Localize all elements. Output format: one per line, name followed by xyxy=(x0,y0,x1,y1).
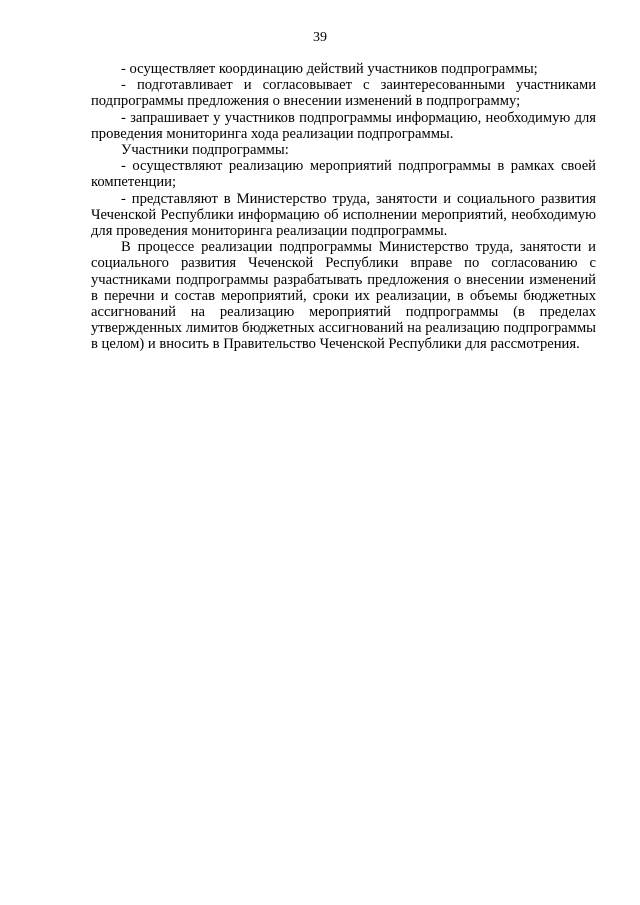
paragraph-proposals: - подготавливает и согласовывает с заинтересованными участниками подпрограммы предложения о внесении изменений в подпрограмму; xyxy=(91,77,596,110)
paragraph-information-request: - запрашивает у участников подпрограммы информацию, необходимую для проведения мониторинга хода реализации подпрограммы. xyxy=(91,109,596,142)
paragraph-amendments: В процессе реализации подпрограммы Министерство труда, занятости и социального развития Чеченской Республики вправе по согласованию с участниками подпрограммы разрабатывать предложения о внесении изменений в перечни и состав мероприятий, сроки их реализации, в объемы бюджетных ассигнований на реализацию мероприятий подпрограммы (в пределах утвержденных лимитов бюджетных ассигнований на реализацию подпрограммы в целом) и вносить в Правительство Чеченской Республики для рассмотрения. xyxy=(91,239,596,353)
paragraph-participants-heading: Участники подпрограммы: xyxy=(121,142,289,159)
paragraph-reporting: - представляют в Министерство труда, занятости и социального развития Чеченской Республики информацию об исполнении мероприятий, необходимую для проведения мониторинга реализации подпрограммы. xyxy=(91,190,596,240)
page-number: 39 xyxy=(313,30,327,45)
paragraph-coordination: - осуществляет координацию действий участников подпрограммы; xyxy=(121,61,538,77)
paragraph-implementation: - осуществляют реализацию мероприятий подпрограммы в рамках своей компетенции; xyxy=(91,158,596,191)
document-body xyxy=(91,61,596,353)
